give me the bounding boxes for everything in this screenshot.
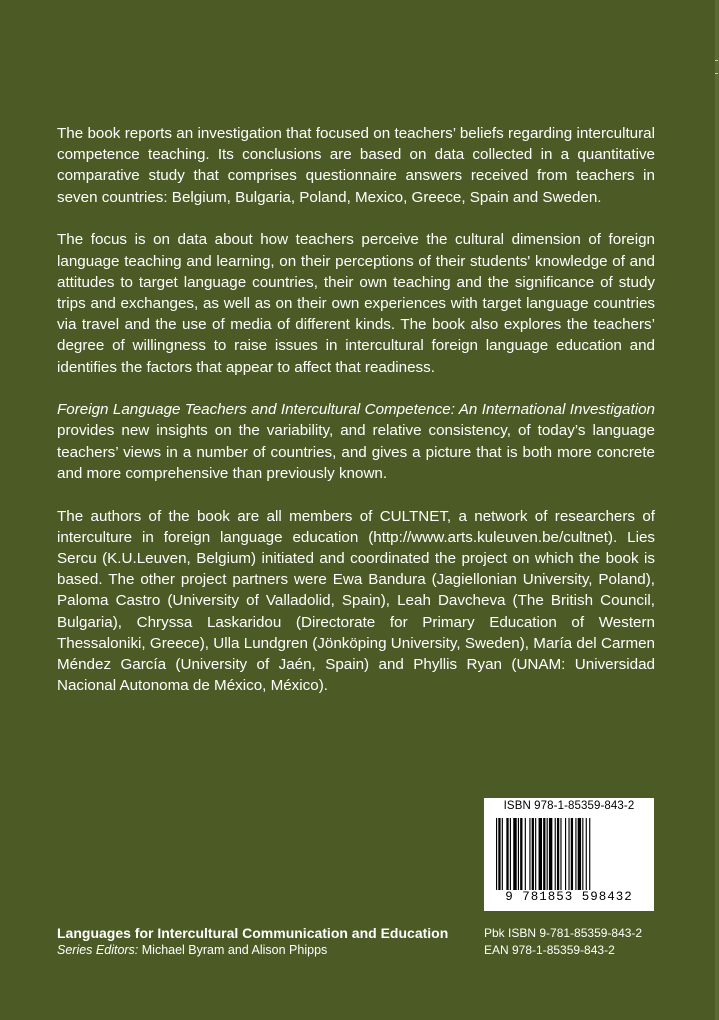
barcode-bar	[510, 818, 511, 890]
isbn-info	[484, 925, 684, 959]
series-editors-names: Michael Byram and Alison Phipps	[138, 943, 328, 957]
barcode-bar	[549, 818, 552, 890]
blurb-paragraph-2: The focus is on data about how teachers perceive the cultural dimension of foreign language teaching and learning, on their perceptions of their students' knowledge of and attitudes to target language countries, their own teaching and the significance of study trips and exchanges, as well as on their own experiences with target language countries via travel and the use of media of different kinds. The book also explores the teachers’ degree of willingness to raise issues in intercultural foreign language education and identifies the factors that appear to affect that readiness.	[57, 231, 655, 376]
barcode-bar	[568, 818, 569, 890]
barcode-bar	[565, 818, 566, 890]
pbk-isbn: Pbk ISBN 9-781-85359-843-2	[484, 926, 643, 940]
barcode-bar	[518, 818, 519, 890]
series-editors	[57, 942, 477, 959]
barcode-bar	[547, 818, 548, 890]
blurb-paragraph-4: The authors of the book are all members of CULTNET, a network of researchers of interculture in foreign language education (http://www.arts.kuleuven.be/cultnet). Lies Sercu (K.U.Leuven, Belgium) initiated and coordinated the project on which the book is based. The other project partners were Ewa Bandura (Jagiellonian University, Poland), Paloma Castro (University of Valladolid, Spain), Leah Davcheva (The British Council, Bulgaria), Chryssa Laskaridou (Directorate for Primary Education of Western Thessaloniki, Greece), Ulla Lundgren (Jönköping University, Sweden), María del Carmen Méndez García (University of Jaén, Spain) and Phyllis Ryan (UNAM: Universidad Nacional Autonoma de México, México).	[57, 507, 655, 695]
crop-marks	[715, 60, 718, 74]
barcode-bar	[589, 818, 590, 890]
barcode-bar	[578, 818, 581, 890]
barcode-bar	[529, 818, 530, 890]
barcode-bars	[494, 818, 644, 890]
blurb-paragraph-3	[57, 399, 655, 484]
barcode-bar	[575, 818, 576, 890]
barcode-bar	[498, 818, 500, 890]
series-info	[57, 925, 477, 959]
series-title: Languages for Intercultural Communication and Education	[57, 925, 449, 941]
book-title: Foreign Language Teachers and Intercultural Competence: An International Investigation	[57, 401, 655, 419]
barcode-bar	[496, 818, 497, 890]
barcode-bar	[525, 818, 526, 890]
barcode-digits: 9 781853 598432	[505, 890, 633, 904]
back-cover-blurb	[57, 123, 655, 718]
barcode-bar	[506, 818, 508, 890]
barcode-bar	[513, 818, 516, 890]
barcode-isbn-label: ISBN 978-1-85359-843-2	[503, 800, 635, 812]
barcode-bar	[543, 818, 545, 890]
barcode-bar	[571, 818, 573, 890]
barcode-bar	[535, 818, 536, 890]
barcode-bar	[532, 818, 534, 890]
cover-edge-strip	[715, 0, 719, 1020]
barcode-bar	[555, 818, 556, 890]
series-editors-label: Series Editors:	[57, 943, 139, 957]
barcode-bar	[586, 818, 587, 890]
barcode-bar	[582, 818, 583, 890]
ean-code: EAN 978-1-85359-843-2	[484, 943, 615, 957]
barcode-bar	[557, 818, 559, 890]
barcode-bar	[560, 818, 561, 890]
barcode-panel	[484, 798, 654, 911]
barcode-bar	[539, 818, 542, 890]
barcode-bar	[520, 818, 522, 890]
barcode-bar	[502, 818, 503, 890]
blurb-paragraph-3-text: provides new insights on the variability, and relative consistency, of today’s language teachers’ views in a number of countries, and gives a picture that is both more concrete and more comprehensive than previously known.	[57, 422, 655, 482]
blurb-paragraph-1: The book reports an investigation that focused on teachers’ beliefs regarding intercultural competence teaching. Its conclusions are based on data collected in a quantitative comparative study that comprises questionnaire answers received from teachers in seven countries: Belgium, Bulgaria, Poland, Mexico, Greece, Spain and Sweden.	[57, 125, 655, 206]
